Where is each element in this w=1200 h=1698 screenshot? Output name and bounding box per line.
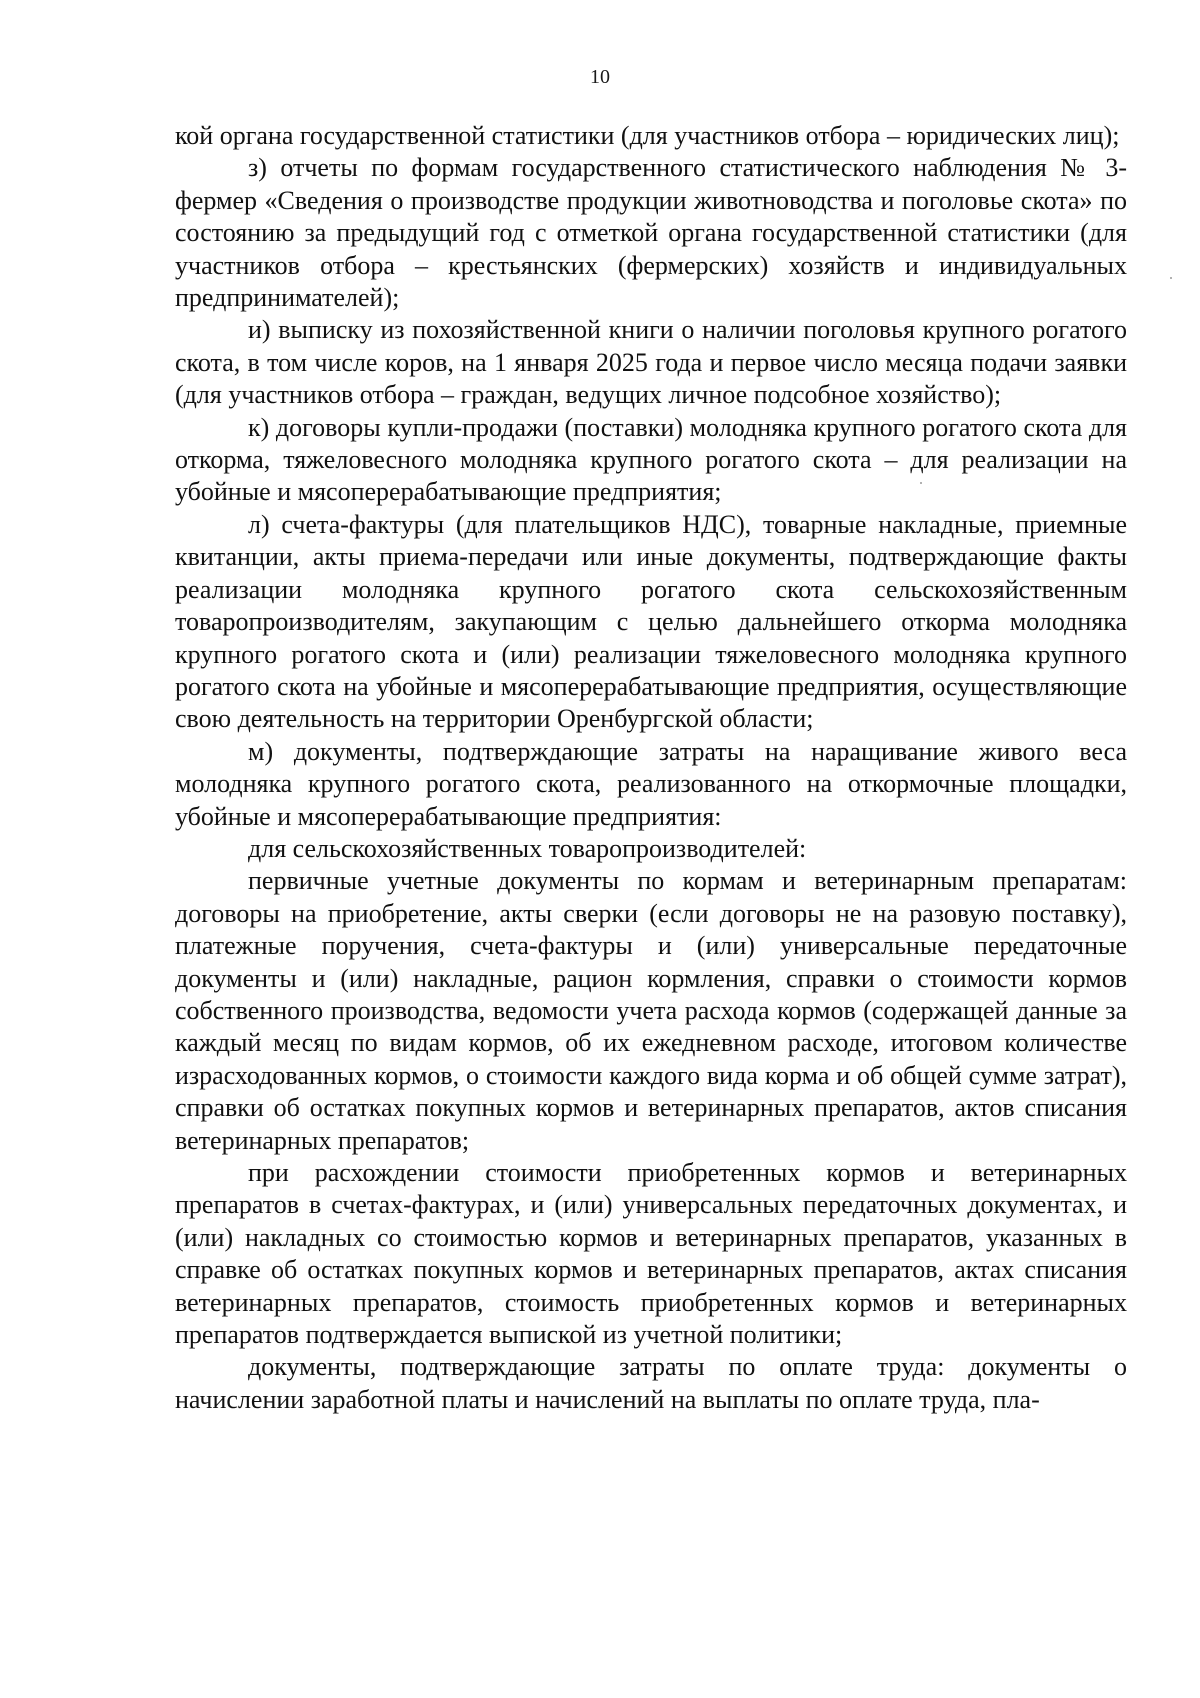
paragraph-item-m: м) документы, подтверждающие затраты на наращивание живого веса молодняка крупного рогатого скота, реализованного на откормочные площадки, убойные и мясоперерабатывающие предприятия: [175, 736, 1127, 831]
paragraph-continuation: кой органа государственной статистики (для участников отбора – юридических лиц); [175, 121, 1120, 150]
paragraph-item-k: к) договоры купли-продажи (поставки) молодняка крупного рогатого скота для откорма, тяжеловесного молодняка крупного рогатого скота – для реализации на убойные и мясоперерабатывающие предприятия; [175, 412, 1127, 507]
paragraph-primary-documents: первичные учетные документы по кормам и ветеринарным препаратам: договоры на приобретение, акты сверки (если договоры не на разовую поставку), платежные поручения, счета-фактуры и (или) универсальные передаточные документы и (или) накладные, рацион кормления, справки о стоимости кормов собственного производства, ведомости учета расхода кормов (содержащей данные за каждый месяц по видам кормов, об их ежедневном расходе, итоговом количестве израсходованных кормов, о стоимости каждого вида корма и об общей сумме затрат), справки об остатках покупных кормов и ветеринарных препаратов, актов списания ветеринарных препаратов; [175, 866, 1127, 1155]
paragraph-item-i: и) выписку из похозяйственной книги о наличии поголовья крупного рогатого скота, в том числе коров, на 1 января 2025 года и первое число месяца подачи заявки (для участников отбора – граждан, ведущих личное подсобное хозяйство); [175, 315, 1127, 410]
paragraph-for-producers: для сельскохозяйственных товаропроизводителей: [248, 833, 807, 863]
scan-speck [1170, 277, 1172, 279]
document-body [175, 120, 1127, 1416]
paragraph-item-z: з) отчеты по формам государственного статистического наблюдения № 3-фермер «Сведения о производстве продукции животноводства и поголовье скота» по состоянию за предыдущий год с отметкой органа государственной статистики (для участников отбора – крестьянских (фермерских) хозяйств и индивидуальных предпринимателей); [175, 153, 1127, 313]
page-number: 10 [590, 66, 610, 88]
paragraph-labor-costs: документы, подтверждающие затраты по оплате труда: документы о начислении заработной платы и начислений на выплаты по оплате труда, пла- [175, 1352, 1127, 1414]
paragraph-item-l: л) счета-фактуры (для плательщиков НДС), товарные накладные, приемные квитанции, акты приема-передачи или иные документы, подтверждающие факты реализации молодняка крупного рогатого скота сельскохозяйственным товаропроизводителям, закупающим с целью дальнейшего откорма молодняка крупного рогатого скота и (или) реализации тяжеловесного молодняка крупного рогатого скота на убойные и мясоперерабатывающие предприятия, осуществляющие свою деятельность на территории Оренбургской области; [175, 509, 1127, 734]
scan-speck [920, 482, 922, 484]
paragraph-discrepancy: при расхождении стоимости приобретенных кормов и ветеринарных препаратов в счетах-фактурах, и (или) универсальных передаточных документах, и (или) накладных со стоимостью кормов и ветеринарных препаратов, указанных в справке об остатках покупных кормов и ветеринарных препаратов, актах списания ветеринарных препаратов, стоимость приобретенных кормов и ветеринарных препаратов подтверждается выпиской из учетной политики; [175, 1158, 1127, 1350]
